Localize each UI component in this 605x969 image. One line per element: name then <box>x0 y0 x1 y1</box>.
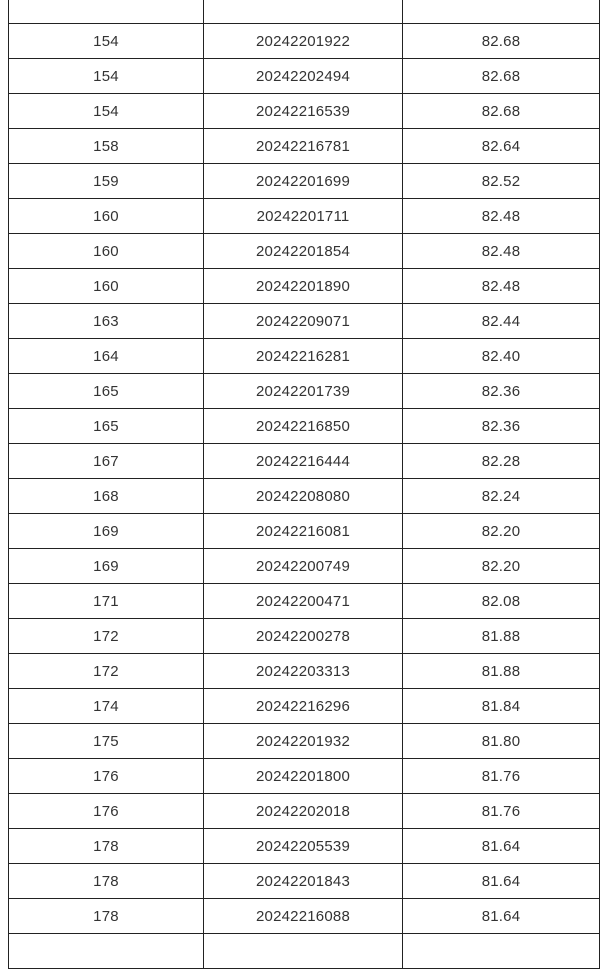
candidate-id-cell: 20242208080 <box>204 479 403 514</box>
score-cell: 82.20 <box>403 514 600 549</box>
table-row <box>9 514 600 549</box>
rank-cell: 154 <box>9 24 204 59</box>
score-cell: 81.80 <box>403 724 600 759</box>
score-cell: 81.88 <box>403 619 600 654</box>
rank-cell: 169 <box>9 514 204 549</box>
rank-cell: 158 <box>9 129 204 164</box>
table-row <box>9 584 600 619</box>
score-cell: 82.08 <box>403 584 600 619</box>
results-table-body <box>9 0 600 969</box>
table-row <box>9 829 600 864</box>
rank-cell: 165 <box>9 374 204 409</box>
table-row <box>9 374 600 409</box>
results-table <box>8 0 600 969</box>
table-row <box>9 479 600 514</box>
table-row <box>9 24 600 59</box>
rank-cell: 163 <box>9 304 204 339</box>
candidate-id-cell: 20242201932 <box>204 724 403 759</box>
rank-cell: 154 <box>9 94 204 129</box>
candidate-id-cell: 20242202494 <box>204 59 403 94</box>
score-cell: 82.20 <box>403 549 600 584</box>
score-cell: 82.28 <box>403 444 600 479</box>
table-row <box>9 724 600 759</box>
candidate-id-cell: 20242201843 <box>204 864 403 899</box>
rank-cell: 169 <box>9 549 204 584</box>
rank-cell: 167 <box>9 444 204 479</box>
score-cell: 82.44 <box>403 304 600 339</box>
candidate-id-cell: 20242216088 <box>204 899 403 934</box>
candidate-id-cell: 20242201890 <box>204 269 403 304</box>
results-table-container <box>8 0 599 969</box>
candidate-id-cell: 20242216081 <box>204 514 403 549</box>
score-cell: 82.36 <box>403 374 600 409</box>
table-row <box>9 619 600 654</box>
candidate-id-cell: 20242201922 <box>204 24 403 59</box>
table-row <box>9 759 600 794</box>
rank-cell: 178 <box>9 899 204 934</box>
score-cell: 82.24 <box>403 479 600 514</box>
table-row <box>9 794 600 829</box>
rank-cell: 175 <box>9 724 204 759</box>
table-row <box>9 899 600 934</box>
table-row <box>9 129 600 164</box>
candidate-id-cell: 20242201699 <box>204 164 403 199</box>
table-row <box>9 864 600 899</box>
table-row <box>9 444 600 479</box>
rank-cell: 176 <box>9 794 204 829</box>
candidate-id-cell: 20242216850 <box>204 409 403 444</box>
rank-cell: 176 <box>9 759 204 794</box>
score-cell: 81.84 <box>403 689 600 724</box>
score-cell: 81.64 <box>403 864 600 899</box>
candidate-id-cell: 20242201739 <box>204 374 403 409</box>
table-row <box>9 269 600 304</box>
table-row <box>9 339 600 374</box>
score-cell: 82.64 <box>403 129 600 164</box>
table-row <box>9 654 600 689</box>
rank-cell: 165 <box>9 409 204 444</box>
rank-cell: 160 <box>9 269 204 304</box>
score-cell: 81.88 <box>403 654 600 689</box>
score-cell: 81.76 <box>403 794 600 829</box>
score-cell: 82.48 <box>403 199 600 234</box>
table-row <box>9 59 600 94</box>
rank-cell: 154 <box>9 59 204 94</box>
rank-cell: 159 <box>9 164 204 199</box>
table-row <box>9 199 600 234</box>
rank-cell: 171 <box>9 584 204 619</box>
table-row <box>9 549 600 584</box>
candidate-id-cell: 20242205539 <box>204 829 403 864</box>
candidate-id-cell: 20242202018 <box>204 794 403 829</box>
candidate-id-cell: 20242203313 <box>204 654 403 689</box>
table-row <box>9 94 600 129</box>
score-cell: 82.48 <box>403 269 600 304</box>
score-cell: 82.68 <box>403 24 600 59</box>
rank-cell: 164 <box>9 339 204 374</box>
candidate-id-cell: 20242201854 <box>204 234 403 269</box>
score-cell: 81.64 <box>403 899 600 934</box>
candidate-id-cell: 20242200471 <box>204 584 403 619</box>
score-cell: 81.76 <box>403 759 600 794</box>
rank-cell: 172 <box>9 619 204 654</box>
candidate-id-cell: 20242216281 <box>204 339 403 374</box>
rank-cell: 160 <box>9 199 204 234</box>
rank-cell: 174 <box>9 689 204 724</box>
rank-cell: 178 <box>9 864 204 899</box>
candidate-id-cell: 20242216539 <box>204 94 403 129</box>
candidate-id-cell: 20242201800 <box>204 759 403 794</box>
score-cell: 81.64 <box>403 829 600 864</box>
candidate-id-cell: 20242216444 <box>204 444 403 479</box>
candidate-id-cell: 20242216781 <box>204 129 403 164</box>
rank-cell: 178 <box>9 829 204 864</box>
score-cell: 82.48 <box>403 234 600 269</box>
rank-cell: 168 <box>9 479 204 514</box>
candidate-id-cell: 20242209071 <box>204 304 403 339</box>
rank-cell: 160 <box>9 234 204 269</box>
table-row-partial <box>9 0 600 24</box>
table-row-partial <box>9 934 600 969</box>
table-row <box>9 234 600 269</box>
table-row <box>9 164 600 199</box>
rank-cell: 172 <box>9 654 204 689</box>
score-cell: 82.68 <box>403 59 600 94</box>
candidate-id-cell: 20242200278 <box>204 619 403 654</box>
score-cell: 82.36 <box>403 409 600 444</box>
candidate-id-cell: 20242216296 <box>204 689 403 724</box>
table-row <box>9 689 600 724</box>
score-cell: 82.68 <box>403 94 600 129</box>
table-row <box>9 409 600 444</box>
score-cell: 82.52 <box>403 164 600 199</box>
candidate-id-cell: 20242200749 <box>204 549 403 584</box>
candidate-id-cell: 20242201711 <box>204 199 403 234</box>
score-cell: 82.40 <box>403 339 600 374</box>
table-row <box>9 304 600 339</box>
